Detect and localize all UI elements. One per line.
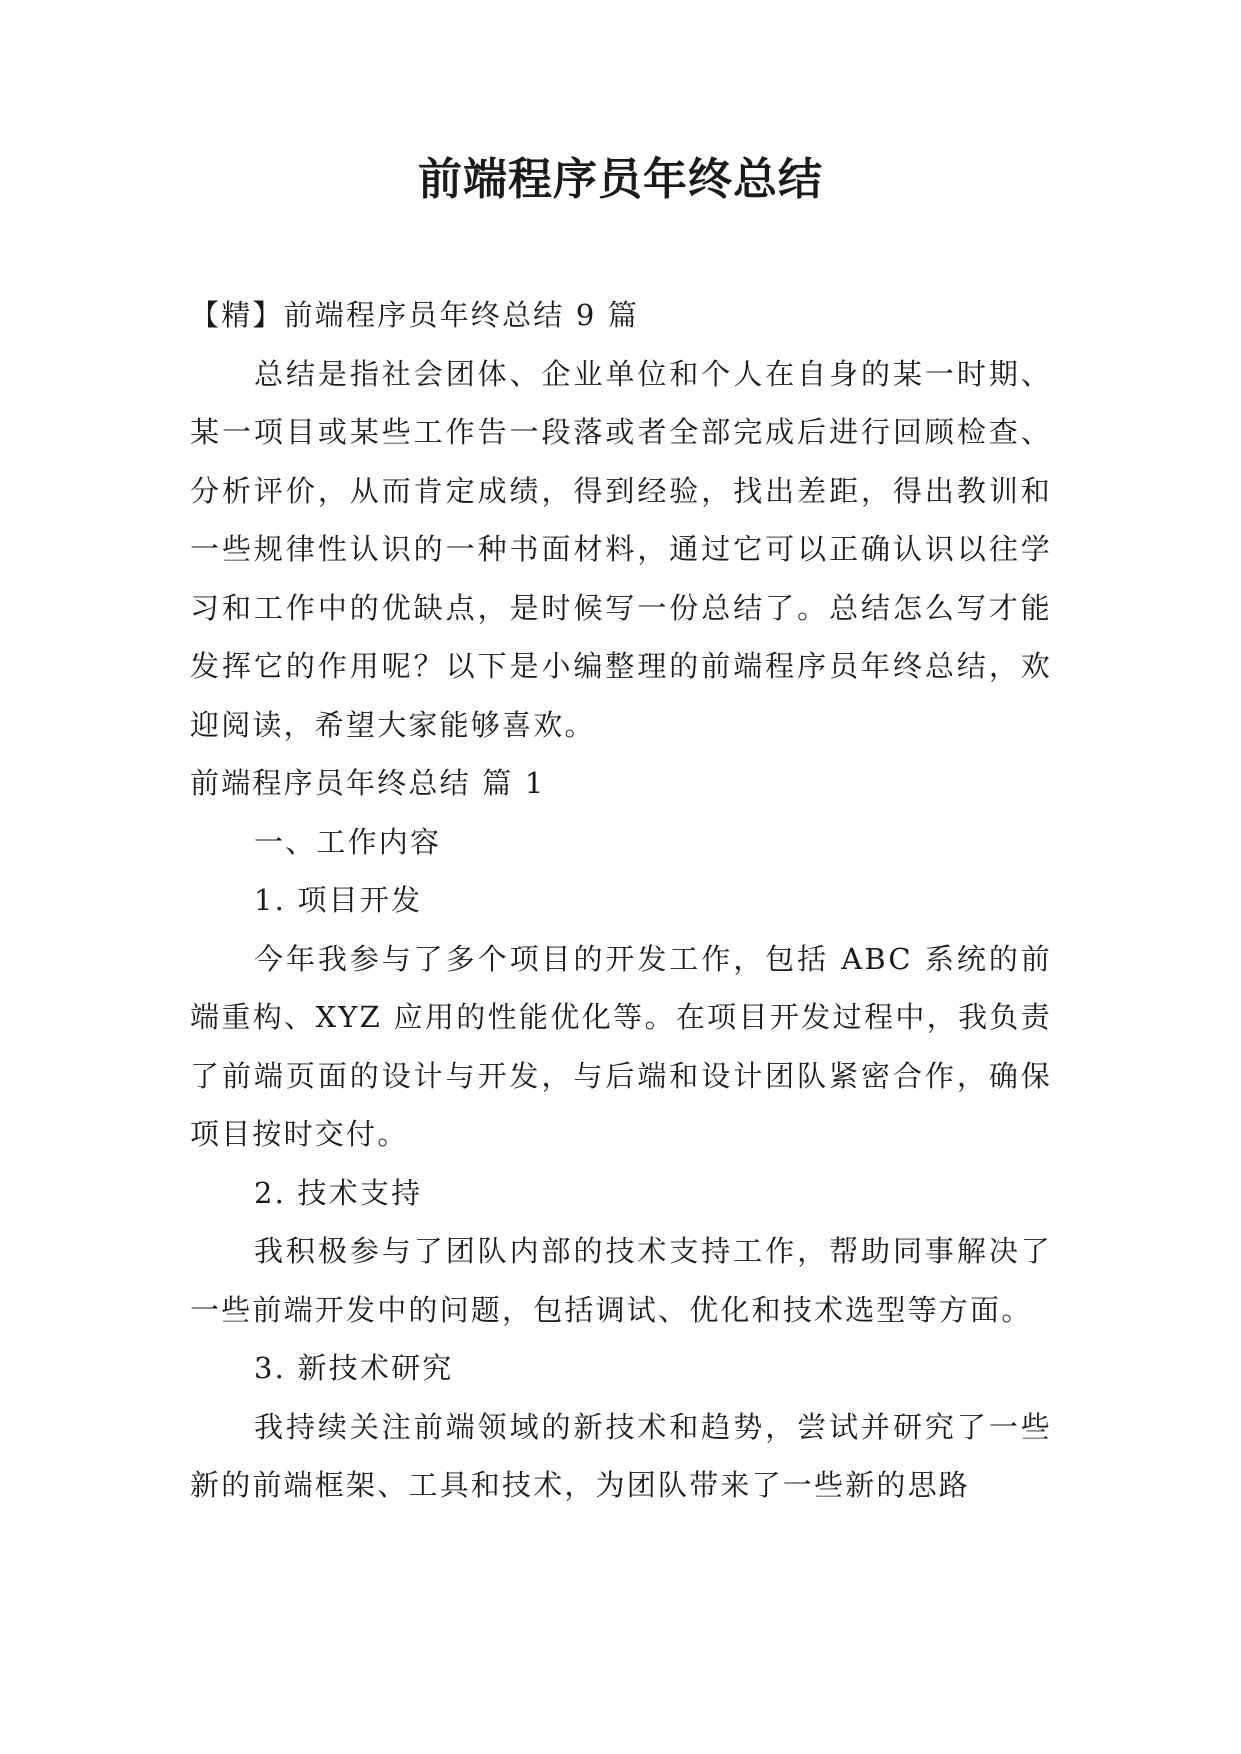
part-heading: 一、工作内容 — [254, 824, 442, 859]
section-heading: 前端程序员年终总结 篇 1 — [190, 766, 546, 800]
item1-heading: 1. 项目开发 — [254, 883, 423, 917]
item2-heading: 2. 技术支持 — [254, 1175, 423, 1210]
intro-paragraph: 总结是指社会团体、企业单位和个人在自身的某一时期、某一项目或某些工作告一段落或者全部完成后进行回顾检查、分析评价，从而肯定成绩，得到经验，找出差距，得出教训和一些规律性认识的一种书面材料，通过它可以正确认识以往学习和工作中的优缺点，是时候写一份总结了。总结怎么写才能发挥它的作用呢？以下是小编整理的前端程序员年终总结，欢迎阅读，希望大家能够喜欢。 — [190, 356, 1052, 742]
item3-heading: 3. 新技术研究 — [254, 1351, 454, 1385]
document-title: 前端程序员年终总结 — [418, 154, 823, 205]
document-subtitle: 【精】前端程序员年终总结 9 篇 — [190, 298, 640, 332]
item1-paragraph: 今年我参与了多个项目的开发工作，包括 ABC 系统的前端重构、XYZ 应用的性能优化等。在项目开发过程中，我负责了前端页面的设计与开发，与后端和设计团队紧密合作，确保项目按时交付。 — [190, 941, 1052, 1151]
item2-paragraph: 我积极参与了团队内部的技术支持工作，帮助同事解决了一些前端开发中的问题，包括调试、优化和技术选型等方面。 — [190, 1234, 1052, 1327]
item3-paragraph: 我持续关注前端领域的新技术和趋势，尝试并研究了一些新的前端框架、工具和技术，为团队带来了一些新的思路 — [190, 1409, 1052, 1502]
document-body — [190, 286, 1052, 1515]
